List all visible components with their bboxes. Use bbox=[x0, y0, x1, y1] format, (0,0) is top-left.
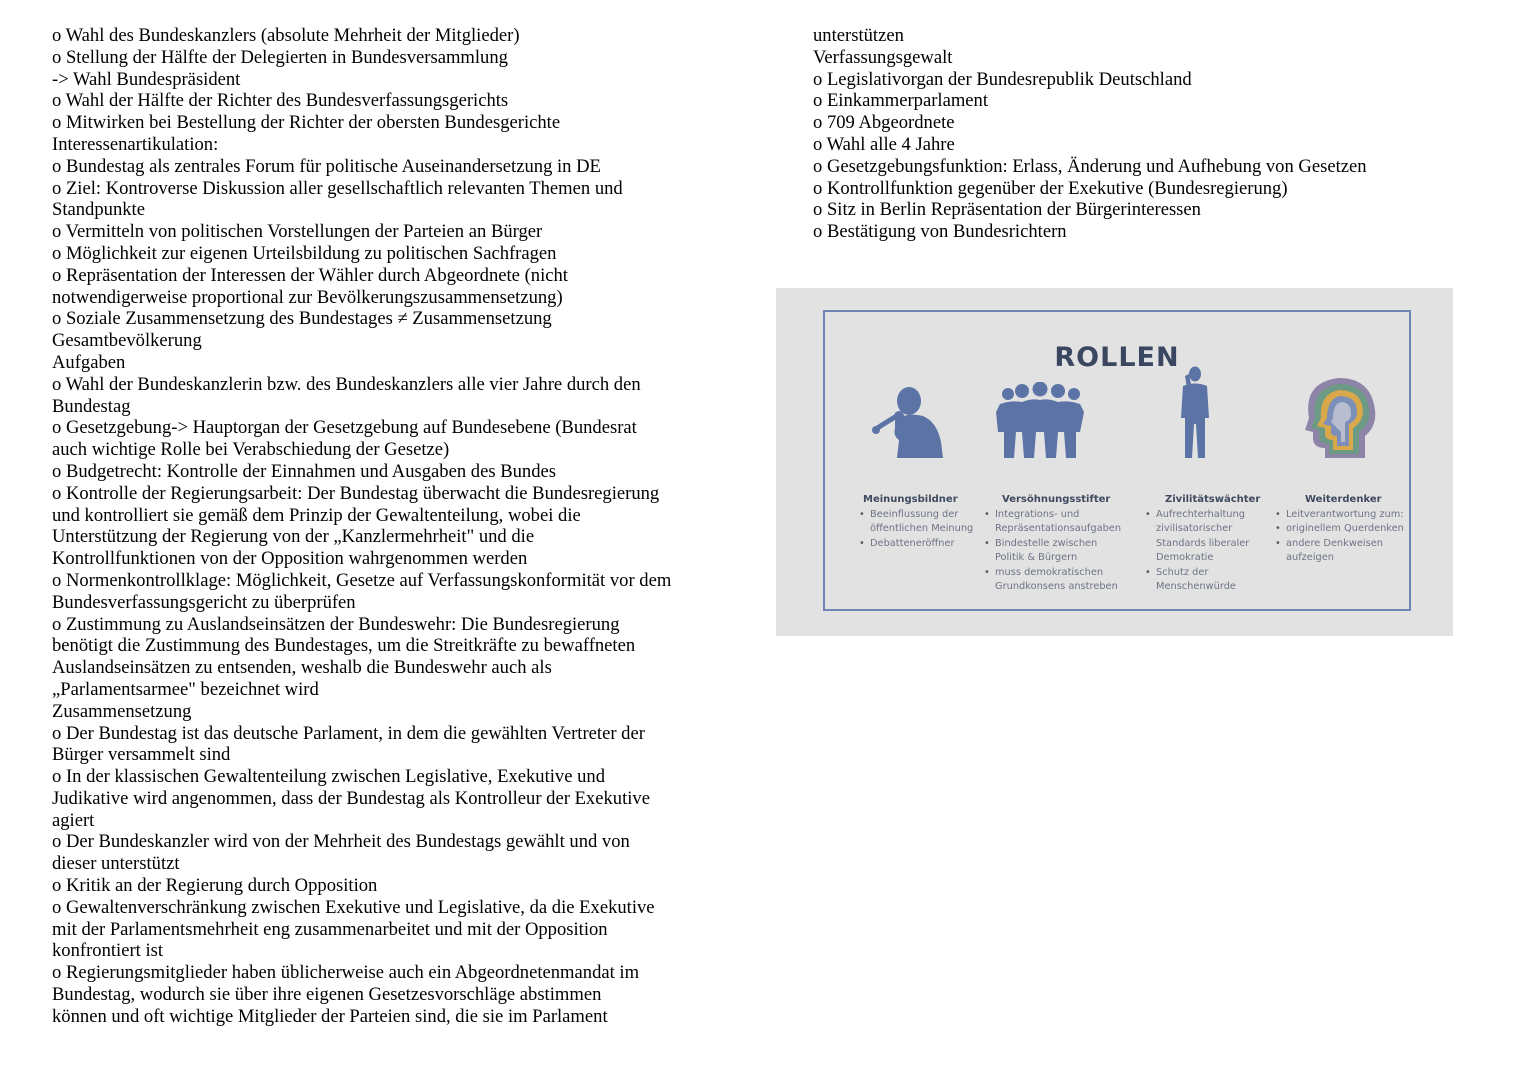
role-item-line: • Schutz der bbox=[1156, 566, 1209, 578]
text-line: unterstützen bbox=[813, 25, 904, 46]
role-item bbox=[982, 508, 1121, 537]
text-line: o Bestätigung von Bundesrichtern bbox=[813, 221, 1067, 243]
text-line: benötigt die Zustimmung des Bundestages, um die Streitkräfte zu bewaffneten bbox=[52, 635, 636, 657]
text-line: Aufgaben bbox=[52, 351, 126, 373]
text-line: o Wahl alle 4 Jahre bbox=[813, 133, 955, 155]
text-line: o Gesetzgebung-> Hauptorgan der Gesetzgebung auf Bundesebene (Bundesrat bbox=[52, 417, 637, 439]
head-profile-icon bbox=[1299, 374, 1379, 460]
role-item-line: • originellem Querdenken bbox=[1286, 523, 1404, 535]
infographic-frame bbox=[823, 310, 1411, 611]
role-item bbox=[982, 537, 1121, 566]
speaker-with-microphone-icon bbox=[867, 382, 953, 460]
text-line: Bundesverfassungsgericht zu überprüfen bbox=[52, 591, 356, 613]
text-line: Verfassungsgewalt bbox=[813, 46, 953, 68]
text-line: o Gewaltenverschränkung zwischen Exekutive und Legislative, da die Exekutive bbox=[52, 896, 655, 918]
text-line: o Kontrollfunktion gegenüber der Exekutive (Bundesregierung) bbox=[813, 177, 1288, 199]
role-items bbox=[857, 508, 973, 551]
role-item-line: • Beeinflussung der bbox=[870, 509, 959, 520]
role-item-line: • Integrations- und bbox=[995, 509, 1080, 520]
text-line: o Vermitteln von politischen Vorstellungen der Parteien an Bürger bbox=[52, 221, 543, 243]
text-line: o Möglichkeit zur eigenen Urteilsbildung zu politischen Sachfragen bbox=[52, 242, 557, 264]
text-line: Judikative wird angenommen, dass der Bundestag als Kontrolleur der Exekutive bbox=[52, 787, 650, 809]
group-of-people-icon bbox=[992, 382, 1102, 460]
role-title: Zivilitätswächter bbox=[1165, 494, 1261, 505]
text-line: o Repräsentation der Interessen der Wähler durch Abgeordnete (nicht bbox=[52, 264, 568, 286]
text-line: o 709 Abgeordnete bbox=[813, 112, 955, 134]
role-items bbox=[1143, 508, 1249, 594]
standing-man-phone-icon bbox=[1165, 364, 1225, 460]
role-item-line: Standards liberaler bbox=[1156, 537, 1250, 549]
text-line: agiert bbox=[52, 809, 95, 831]
text-line: o Einkammerparlament bbox=[813, 90, 989, 112]
role-item bbox=[857, 537, 973, 551]
role-item bbox=[1273, 522, 1404, 536]
role-item-line: • Bindestelle zwischen bbox=[995, 537, 1098, 549]
role-item-line: • Debatteneröffner bbox=[870, 537, 955, 549]
text-line: dieser unterstützt bbox=[52, 853, 180, 875]
role-items bbox=[1273, 508, 1404, 566]
role-items bbox=[982, 508, 1121, 594]
infographic-title: ROLLEN bbox=[1054, 342, 1180, 373]
text-line: o Soziale Zusammensetzung des Bundestages ≠ Zusammensetzung bbox=[52, 308, 552, 330]
role-item-line: • Aufrechterhaltung bbox=[1156, 509, 1245, 520]
role-title: Meinungsbildner bbox=[863, 494, 958, 505]
text-line: Zusammensetzung bbox=[52, 700, 192, 722]
text-line: o Budgetrecht: Kontrolle der Einnahmen und Ausgaben des Bundes bbox=[52, 460, 556, 482]
text-line: und kontrolliert sie gemäß dem Prinzip der Gewaltenteilung, wobei die bbox=[52, 504, 581, 526]
text-line: o Ziel: Kontroverse Diskussion aller gesellschaftlich relevanten Themen und bbox=[52, 177, 623, 199]
role-weiterdenker bbox=[1273, 382, 1423, 564]
text-line: o Sitz in Berlin Repräsentation der Bürgerinteressen bbox=[813, 199, 1201, 221]
role-item-line: Grundkonsens anstreben bbox=[995, 581, 1118, 593]
text-line: notwendigerweise proportional zur Bevölkerungszusammensetzung) bbox=[52, 286, 563, 308]
text-line: Unterstützung der Regierung von der „Kanzlermehrheit" und die bbox=[52, 526, 535, 548]
text-line: o Wahl der Hälfte der Richter des Bundesverfassungsgerichts bbox=[52, 90, 509, 112]
text-line: o Normenkontrollklage: Möglichkeit, Gesetze auf Verfassungskonformität vor dem bbox=[52, 569, 672, 591]
role-item bbox=[1143, 566, 1249, 595]
text-line: o Wahl der Bundeskanzlerin bzw. des Bundeskanzlers alle vier Jahre durch den bbox=[52, 373, 641, 395]
left-text-column bbox=[52, 25, 732, 1028]
text-line: auch wichtige Rolle bei Verabschiedung der Gesetze) bbox=[52, 439, 450, 461]
text-line: Kontrollfunktionen von der Opposition wahrgenommen werden bbox=[52, 548, 528, 570]
text-line: o Wahl des Bundeskanzlers (absolute Mehrheit der Mitglieder) bbox=[52, 25, 520, 46]
text-line: Standpunkte bbox=[52, 199, 145, 221]
text-line: Interessenartikulation: bbox=[52, 133, 219, 155]
role-zivilitaetswaechter bbox=[1143, 382, 1293, 593]
text-line: o Kritik an der Regierung durch Opposition bbox=[52, 875, 378, 897]
text-line: mit der Parlamentsmehrheit eng zusammenarbeitet und mit der Opposition bbox=[52, 918, 608, 940]
role-item bbox=[1273, 508, 1404, 522]
text-line: o Der Bundestag ist das deutsche Parlament, in dem die gewählten Vertreter der bbox=[52, 722, 645, 744]
text-line: -> Wahl Bundespräsident bbox=[52, 68, 241, 90]
text-line: o Kontrolle der Regierungsarbeit: Der Bundestag überwacht die Bundesregierung bbox=[52, 482, 660, 504]
text-line: o In der klassischen Gewaltenteilung zwischen Legislative, Exekutive und bbox=[52, 766, 606, 788]
role-item-line: aufzeigen bbox=[1286, 552, 1335, 564]
text-line: Bürger versammelt sind bbox=[52, 744, 231, 766]
role-item-line: Demokratie bbox=[1156, 552, 1214, 564]
text-line: können und oft wichtige Mitglieder der Parteien sind, die sie im Parlament bbox=[52, 1005, 608, 1027]
right-text-column bbox=[813, 25, 1493, 243]
role-item bbox=[1273, 537, 1404, 566]
text-line: o Stellung der Hälfte der Delegierten in Bundesversammlung bbox=[52, 46, 508, 68]
text-line: Gesamtbevölkerung bbox=[52, 330, 202, 352]
text-line: o Bundestag als zentrales Forum für politische Auseinandersetzung in DE bbox=[52, 155, 601, 177]
role-item bbox=[982, 566, 1121, 595]
text-line: Bundestag, wodurch sie über ihre eigenen Gesetzesvorschläge abstimmen bbox=[52, 984, 602, 1006]
text-line: o Mitwirken bei Bestellung der Richter der obersten Bundesgerichte bbox=[52, 112, 561, 134]
rollen-infographic bbox=[776, 288, 1453, 636]
text-line: o Zustimmung zu Auslandseinsätzen der Bundeswehr: Die Bundesregierung bbox=[52, 613, 620, 635]
role-item-line: Politik & Bürgern bbox=[995, 552, 1078, 564]
role-title: Weiterdenker bbox=[1305, 494, 1382, 505]
text-line: Auslandseinsätzen zu entsenden, weshalb die Bundeswehr auch als bbox=[52, 657, 552, 679]
text-line: konfrontiert ist bbox=[52, 940, 164, 962]
role-item-line: • muss demokratischen bbox=[995, 566, 1104, 578]
role-item-line: • andere Denkweisen bbox=[1286, 537, 1383, 549]
text-line: o Regierungsmitglieder haben üblicherweise auch ein Abgeordnetenmandat im bbox=[52, 962, 640, 984]
role-item-line: zivilisatorischer bbox=[1156, 523, 1233, 535]
text-line: Bundestag bbox=[52, 395, 131, 417]
text-line: o Legislativorgan der Bundesrepublik Deutschland bbox=[813, 68, 1192, 90]
role-title: Versöhnungsstifter bbox=[1002, 494, 1111, 505]
role-item-line: öffentlichen Meinung bbox=[870, 523, 974, 535]
role-versoehnungsstifter bbox=[982, 382, 1132, 593]
text-line: „Parlamentsarmee" bezeichnet wird bbox=[52, 678, 319, 700]
role-item bbox=[1143, 508, 1249, 566]
text-line: o Gesetzgebungsfunktion: Erlass, Änderung und Aufhebung von Gesetzen bbox=[813, 155, 1367, 177]
role-item-line: Menschenwürde bbox=[1156, 581, 1236, 593]
role-item-line: • Leitverantwortung zum: bbox=[1286, 509, 1404, 520]
role-item bbox=[857, 508, 973, 537]
text-line: o Der Bundeskanzler wird von der Mehrheit des Bundestags gewählt und von bbox=[52, 831, 630, 853]
role-item-line: Repräsentationsaufgaben bbox=[995, 523, 1122, 535]
